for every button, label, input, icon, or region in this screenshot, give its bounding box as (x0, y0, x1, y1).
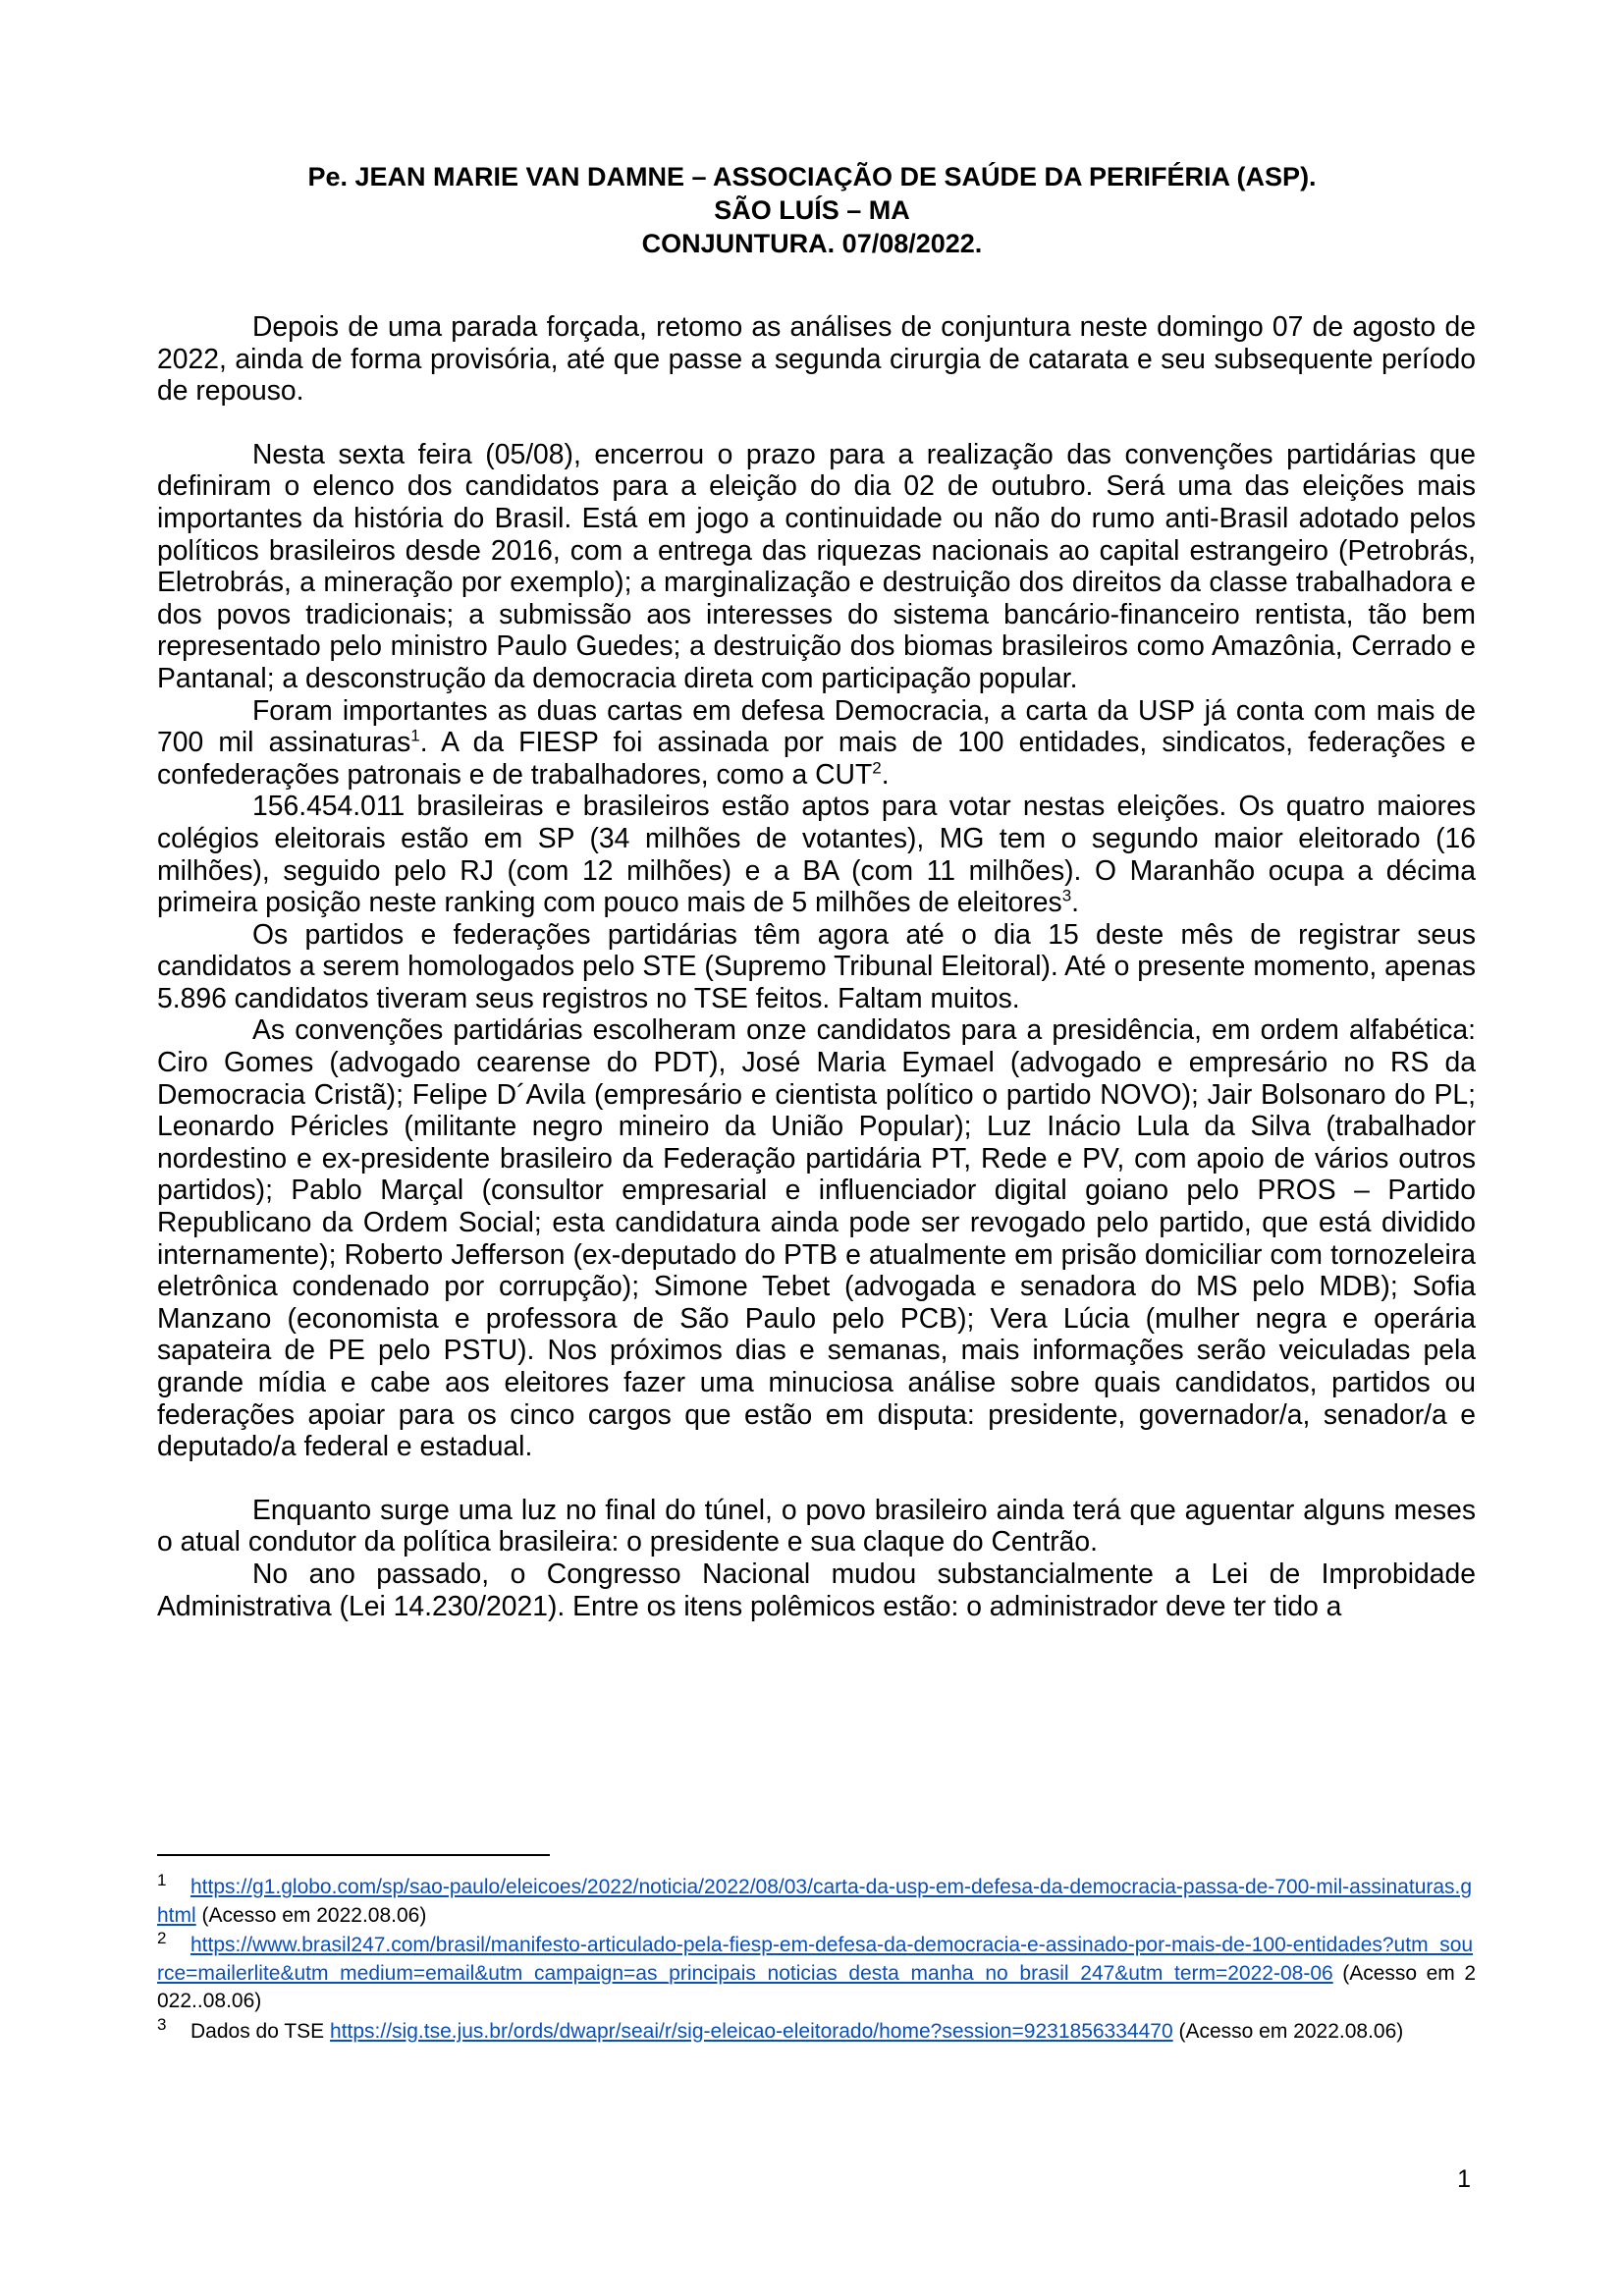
footnote-3: 3 Dados do TSE https://sig.tse.jus.br/ords/dwapr/seai/r/sig-eleicao-eleitorado/home?session=9231856334470 (Acesso em 2022.08.06) (157, 2014, 1404, 2043)
footnote-link[interactable]: https://g1.globo.com/sp/sao-paulo/eleicoes/2022/noticia/2022/08/03/carta-da-usp-em-defesa-da-democracia-passa-de-700-mil-assinaturas.ghtml (157, 1876, 1473, 1927)
footnote-ref-3[interactable]: 3 (1061, 886, 1072, 905)
paragraph-4-text-b: . (1071, 886, 1080, 918)
header-title-line: CONJUNTURA. 07/08/2022. (641, 229, 983, 258)
footnote-separator (157, 1854, 550, 1856)
document-header (147, 160, 1477, 260)
paragraph-3-text-c: . (881, 757, 890, 790)
footnote-link[interactable]: https://sig.tse.jus.br/ords/dwapr/seai/r/sig-eleicao-eleitorado/home?session=9231856334470 (330, 2019, 1173, 2043)
header-location-line: SÃO LUÍS – MA (714, 195, 910, 225)
footnote-link[interactable]: https://www.brasil247.com/brasil/manifesto-articulado-pela-fiesp-em-defesa-da-democracia-e-assinado-por-mais-de-100-entidades?utm_source=mailerlite&utm_medium=email&utm_campaign=as_principais_noticias_desta_manha_no_brasil_247&utm_term=2022-08-06 (157, 1934, 1474, 1985)
paragraph-4-text-a: 156.454.011 brasileiras e brasileiros estão aptos para votar nestas eleições. Os quatro maiores colégios eleitorais estão em SP (34 milhões de votantes), MG tem o segundo maior eleitorado (16 milhões), seguido pelo RJ (com 12 milhões) e a BA (com 11 milhões). O Maranhão ocupa a décima primeira posição neste ranking com pouco mais de 5 milhões de eleitores (157, 790, 1476, 918)
header-author-line: Pe. JEAN MARIE VAN DAMNE – ASSOCIAÇÃO DE SAÚDE DA PERIFÉRIA (ASP). (307, 162, 1317, 191)
paragraph-6: As convenções partidárias escolheram onze candidatos para a presidência, em ordem alfabética: Ciro Gomes (advogado cearense do PDT), José Maria Eymael (advogado e empresário no RS da Democracia Cristã); Felipe D´Avila (empresário e cientista político o partido NOVO); Jair Bolsonaro do PL; Leonardo Péricles (militante negro mineiro da União Popular); Luz Inácio Lula da Silva (trabalhador nordestino e ex-presidente brasileiro da Federação partidária PT, Rede e PV, com apoio de vários outros partidos); Pablo Marçal (consultor empresarial e influenciador digital goiano pelo PROS – Partido Republicano da Ordem Social; esta candidatura ainda pode ser revogado pelo partido, que está dividido internamente); Roberto Jefferson (ex-deputado do PTB e atualmente em prisão domiciliar com tornozeleira eletrônica condenado por corrupção); Simone Tebet (advogada e senadora do MS pelo MDB); Sofia Manzano (economista e professora de São Paulo pelo PCB); Vera Lúcia (mulher negra e operária sapateira de PE pelo PSTU). Nos próximos dias e semanas, mais informações serão veiculadas pela grande mídia e cabe aos eleitores fazer uma minuciosa análise sobre quais candidatos, partidos ou federações apoiar para os cinco cargos que estão em disputa: presidente, governador/a, senador/a e deputado/a federal e estadual. (157, 1013, 1476, 1462)
page-number: 1 (1457, 2165, 1471, 2193)
footnotes (157, 1871, 1476, 2048)
footnote-prefix: Dados do TSE (190, 2019, 331, 2043)
footnote-ref-1[interactable]: 1 (410, 726, 420, 745)
footnote-1: 1 https://g1.globo.com/sp/sao-paulo/eleicoes/2022/noticia/2022/08/03/carta-da-usp-em-defesa-da-democracia-passa-de-700-mil-assinaturas.ghtml (Acesso em 2022.08.06) (157, 1871, 1473, 1927)
document-body (157, 310, 1476, 1621)
paragraph-3-text-a: Foram importantes as duas cartas em defesa Democracia, a carta da USP já conta com mais de 700 mil assinaturas (157, 693, 1476, 758)
paragraph-1: Depois de uma parada forçada, retomo as análises de conjuntura neste domingo 07 de agosto de 2022, ainda de forma provisória, até que passe a segunda cirurgia de catarata e seu subsequente período de repouso. (157, 310, 1476, 407)
paragraph-3-text-b: . A da FIESP foi assinada por mais de 100 entidades, sindicatos, federações e confederações patronais e de trabalhadores, como a CUT (157, 726, 1476, 790)
paragraph-2: Nesta sexta feira (05/08), encerrou o prazo para a realização das convenções partidárias que definiram o elenco dos candidatos para a eleição do dia 02 de outubro. Será uma das eleições mais importantes da história do Brasil. Está em jogo a continuidade ou não do rumo anti-Brasil adotado pelos políticos brasileiros desde 2016, com a entrega das riquezas nacionais ao capital estrangeiro (Petrobrás, Eletrobrás, a mineração por exemplo); a marginalização e destruição dos direitos da classe trabalhadora e dos povos tradicionais; a submissão aos interesses do sistema bancário-financeiro rentista, tão bem representado pelo ministro Paulo Guedes; a destruição dos biomas brasileiros como Amazônia, Cerrado e Pantanal; a desconstrução da democracia direta com participação popular. (157, 437, 1476, 693)
footnote-ref-2[interactable]: 2 (872, 758, 882, 778)
paragraph-5: Os partidos e federações partidárias têm agora até o dia 15 deste mês de registrar seus candidatos a serem homologados pelo STE (Supremo Tribunal Eleitoral). Até o presente momento, apenas 5.896 candidatos tiveram seus registros no TSE feitos. Faltam muitos. (157, 917, 1476, 1013)
footnote-2: 2 https://www.brasil247.com/brasil/manifesto-articulado-pela-fiesp-em-defesa-da-democracia-e-assinado-por-mais-de-100-entidades?utm_source=mailerlite&utm_medium=email&utm_campaign=as_principais_noticias_desta_manha_no_brasil_247&utm_term=2022-08-06 (Acesso em 2022..08.06) (157, 1929, 1476, 2012)
paragraph-3 (157, 694, 1476, 791)
paragraph-8: No ano passado, o Congresso Nacional mudou substancialmente a Lei de Improbidade Administrativa (Lei 14.230/2021). Entre os itens polêmicos estão: o administrador deve ter tido a (157, 1557, 1476, 1621)
footnote-access-date: (Acesso em 2022.08.06) (195, 1903, 427, 1927)
footnote-access-date: (Acesso em 2022.08.06) (1172, 2019, 1404, 2043)
paragraph-4 (157, 790, 1476, 917)
paragraph-7: Enquanto surge uma luz no final do túnel, o povo brasileiro ainda terá que aguentar alguns meses o atual condutor da política brasileira: o presidente e sua claque do Centrão. (157, 1493, 1476, 1558)
footnote-access-date: (Acesso em 2022..08.06) (157, 1961, 1476, 2012)
